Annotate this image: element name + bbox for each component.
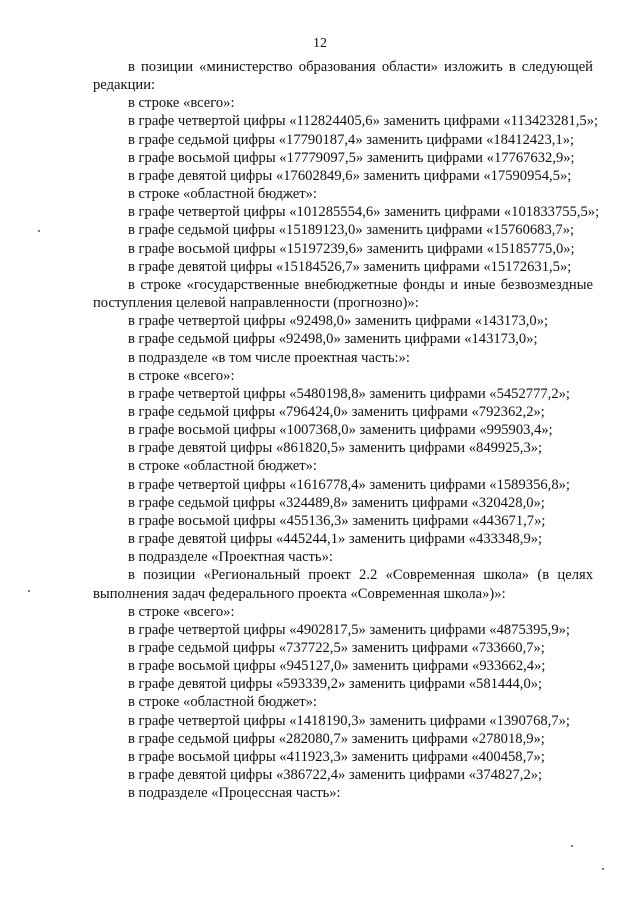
line-col9: в графе девятой цифры «17602849,6» заменить цифрами «17590954,5»; <box>128 167 572 184</box>
line-row-regional-budget: в строке «областной бюджет»: <box>128 458 317 475</box>
line-col7: в графе седьмой цифры «737722,5» заменить цифрами «733660,7»; <box>128 640 545 656</box>
line-col4: в графе четвертой цифры «1616778,4» заменить цифрами «1589356,8»; <box>128 476 570 493</box>
line-col9: в графе девятой цифры «15184526,7» заменить цифрами «15172631,5»; <box>128 258 572 275</box>
line-col7: в графе седьмой цифры «15189123,0» заменить цифрами «15760683,7»; <box>128 222 575 239</box>
scan-speck <box>602 868 604 870</box>
line-col9: в графе девятой цифры «445244,1» заменить цифрами «433348,9»; <box>128 531 543 548</box>
scan-speck <box>571 845 573 847</box>
document-body <box>93 58 600 802</box>
line-col8: в графе восьмой цифры «15197239,6» заменить цифрами «15185775,0»; <box>128 240 575 257</box>
line-row-total: в строке «всего»: <box>128 603 235 620</box>
paragraph-regional-project: в позиции «Региональный проект 2.2 «Современная школа» (в целях выполнения задач федерального проекта «Современная школа»)»: <box>93 567 593 602</box>
line-col4: в графе четвертой цифры «92498,0» заменить цифрами «143173,0»; <box>128 313 549 330</box>
line-subsection-process: в подразделе «Процессная часть»: <box>128 785 341 802</box>
page-number: 12 <box>313 36 327 51</box>
line-col4: в графе четвертой цифры «1418190,3» заменить цифрами «1390768,7»; <box>128 712 570 729</box>
line-col4: в графе четвертой цифры «112824405,6» заменить цифрами «113423281,5»; <box>128 113 599 130</box>
line-col4: в графе четвертой цифры «4902817,5» заменить цифрами «4875395,9»; <box>128 621 570 638</box>
line-col7: в графе седьмой цифры «92498,0» заменить цифрами «143173,0»; <box>128 331 538 348</box>
line-col8: в графе восьмой цифры «945127,0» заменить цифрами «933662,4»; <box>128 658 546 675</box>
line-col7: в графе седьмой цифры «282080,7» заменить цифрами «278018,9»; <box>128 730 545 747</box>
paragraph-intro: в позиции «министерство образования области» изложить в следующей редакции: <box>93 59 593 94</box>
scan-speck <box>38 230 40 232</box>
line-subsection-project-part: в подразделе «в том числе проектная часть:»: <box>128 349 410 366</box>
line-row-total: в строке «всего»: <box>128 95 235 112</box>
line-col9: в графе девятой цифры «861820,5» заменить цифрами «849925,3»; <box>128 440 543 457</box>
line-row-regional-budget: в строке «областной бюджет»: <box>128 694 317 711</box>
line-col7: в графе седьмой цифры «17790187,4» заменить цифрами «18412423,1»; <box>128 131 575 148</box>
line-row-regional-budget: в строке «областной бюджет»: <box>128 186 317 203</box>
paragraph-extrabudgetary: в строке «государственные внебюджетные фонды и иные безвозмездные поступления целевой направленности (прогнозно)»: <box>93 276 593 312</box>
line-col4: в графе четвертой цифры «5480198,8» заменить цифрами «5452777,2»; <box>128 385 570 402</box>
line-col8: в графе восьмой цифры «17779097,5» заменить цифрами «17767632,9»; <box>128 149 575 166</box>
scan-speck <box>28 590 30 592</box>
line-col8: в графе восьмой цифры «455136,3» заменить цифрами «443671,7»; <box>128 512 546 529</box>
line-row-total: в строке «всего»: <box>128 367 235 384</box>
line-col4: в графе четвертой цифры «101285554,6» заменить цифрами «101833755,5»; <box>128 204 600 221</box>
line-col8: в графе восьмой цифры «1007368,0» заменить цифрами «995903,4»; <box>128 422 553 439</box>
line-col7: в графе седьмой цифры «796424,0» заменить цифрами «792362,2»; <box>128 403 545 420</box>
line-col8: в графе восьмой цифры «411923,3» заменить цифрами «400458,7»; <box>128 748 545 765</box>
line-col7: в графе седьмой цифры «324489,8» заменить цифрами «320428,0»; <box>128 494 545 511</box>
line-subsection-project: в подразделе «Проектная часть»: <box>128 549 333 566</box>
line-col9: в графе девятой цифры «593339,2» заменить цифрами «581444,0»; <box>128 676 543 693</box>
line-col9: в графе девятой цифры «386722,4» заменить цифрами «374827,2»; <box>128 767 543 784</box>
